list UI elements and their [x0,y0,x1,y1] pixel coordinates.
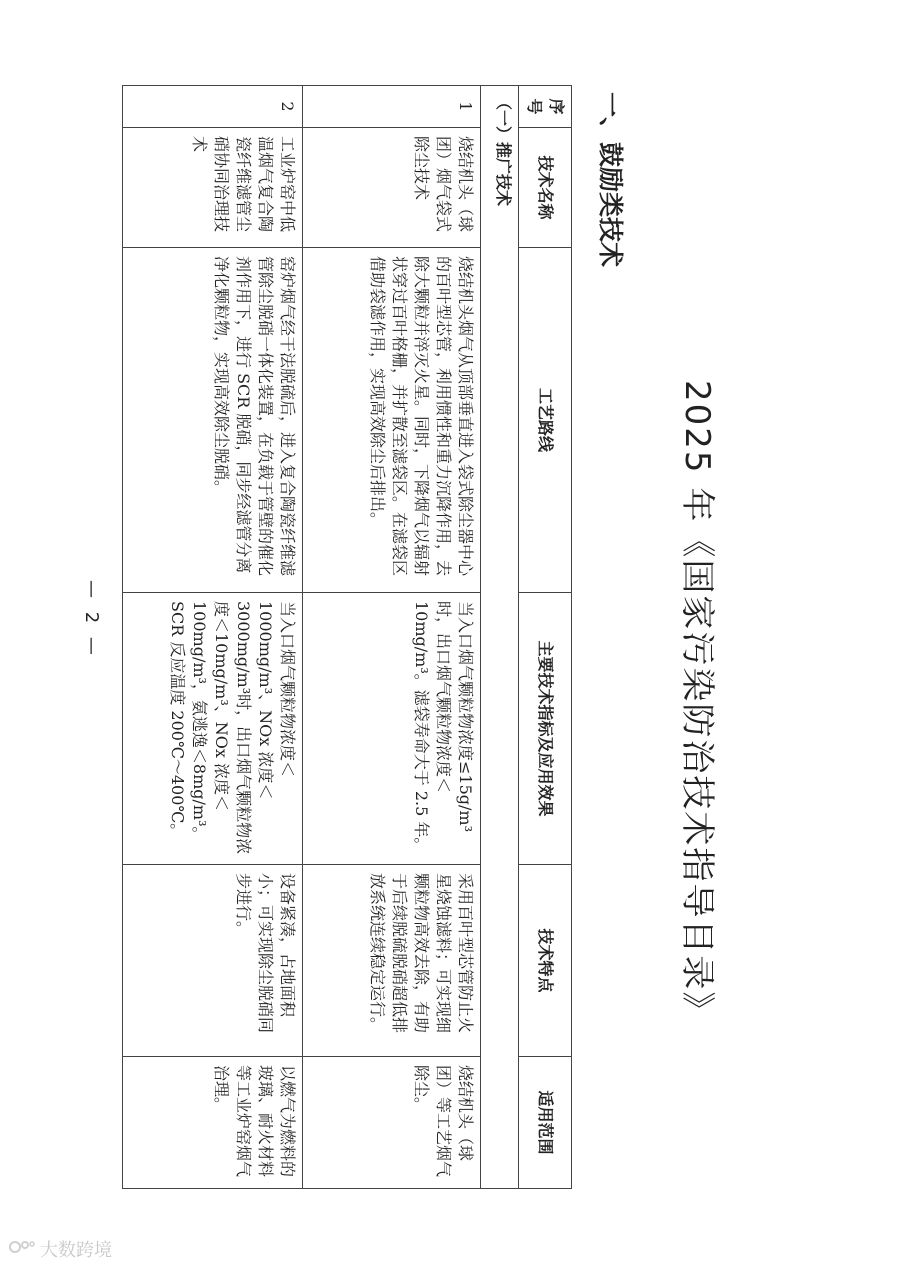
row-indicators: 当入口烟气颗粒物浓度＜1000mg/m³、NOx 浓度＜3000mg/m³时，出口烟气颗粒物浓度＜10mg/m³、NOx 浓度＜100mg/m³，氨逃逸＜8mg/m³。SCR 反应温度 200℃～400℃。 [123,593,303,865]
table-row [303,86,481,1189]
table-row [123,86,303,1189]
row-name: 烧结机头（球团）烟气袋式除尘技术 [303,128,481,248]
logo-icon [8,1238,36,1261]
row-indicators: 当入口烟气颗粒物浓度≤15g/m³时，出口烟气颗粒物浓度＜10mg/m³。滤袋寿命大于 2.5 年。 [303,593,481,865]
table-subheading-row [481,86,519,1189]
header-scope: 适用范围 [519,1057,572,1189]
technology-table [122,85,572,1189]
header-seq: 序号 [519,86,572,128]
subheading: （一）推广技术 [481,86,519,1189]
row-process: 烧结机头烟气从顶部垂直进入袋式除尘器中心的百叶型芯管，利用惯性和重力沉降作用，去除大颗粒并淬灭火星。同时，下降烟气以辐射状穿过百叶格栅，并扩散至滤袋区。在滤袋区借助袋滤作用，实现高效除尘后排出。 [303,248,481,593]
header-indicators: 主要技术指标及应用效果 [519,593,572,865]
row-process: 窑炉烟气经干法脱硫后，进入复合陶瓷纤维滤管除尘脱硝一体化装置，在负载于管壁的催化剂作用下，进行 SCR 脱硝，同步经滤管分离净化颗粒物，实现高效除尘脱硝。 [123,248,303,593]
header-features: 技术特点 [519,865,572,1057]
row-features: 设备紧凑，占地面积小；可实现除尘脱硝同步进行。 [123,865,303,1057]
header-name: 技术名称 [519,128,572,248]
row-scope: 以燃气为燃料的玻璃、耐火材料等工业炉窑烟气治理。 [123,1057,303,1189]
row-name: 工业炉窑中低温烟气复合陶瓷纤维滤管尘硝协同治理技术 [123,128,303,248]
watermark [8,1236,112,1262]
page-number: — 2 — [81,580,102,659]
section-heading: 一、鼓励类技术 [596,92,625,268]
document-title: 2025 年《国家污染防治技术指导目录》 [677,380,717,1028]
row-seq: 1 [303,86,481,128]
row-seq: 2 [123,86,303,128]
header-process: 工艺路线 [519,248,572,593]
row-features: 采用百叶型芯管防止火星烧蚀滤料；可实现细颗粒物高效去除，有助于后续脱硫脱硝超低排放系统连续稳定运行。 [303,865,481,1057]
table-header-row [519,86,572,1189]
watermark-text: 大数跨境 [40,1240,112,1261]
row-scope: 烧结机头（球团）等工艺烟气除尘。 [303,1057,481,1189]
